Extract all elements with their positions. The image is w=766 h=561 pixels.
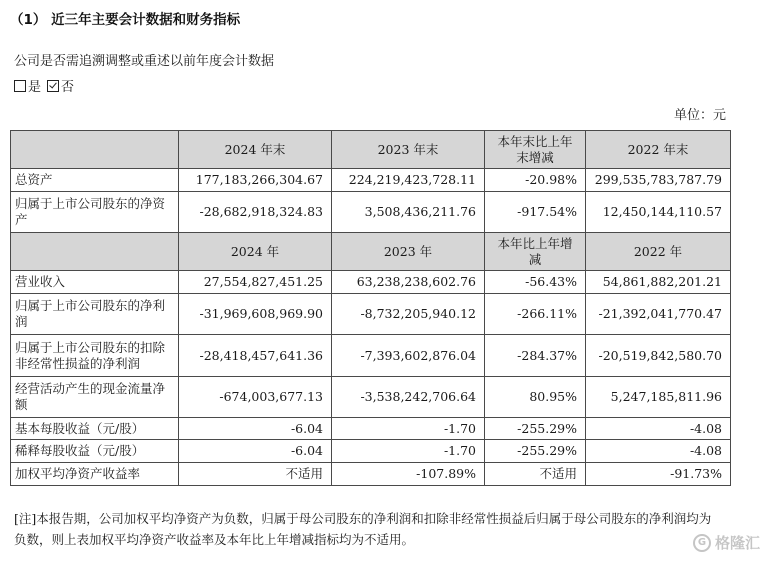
row-label: 基本每股收益（元/股）	[11, 418, 179, 440]
header-cell: 2023 年末	[332, 131, 485, 169]
table-cell: 27,554,827,451.25	[179, 271, 332, 294]
table-cell: -20,519,842,580.70	[586, 335, 731, 377]
row-label: 经营活动产生的现金流量净额	[11, 377, 179, 418]
header-cell: 2023 年	[332, 233, 485, 271]
table-cell: 3,508,436,211.76	[332, 192, 485, 233]
table-row	[11, 377, 731, 418]
table-cell: -107.89%	[332, 463, 485, 486]
table-row	[11, 294, 731, 335]
table-cell: -6.04	[179, 440, 332, 463]
table-row	[11, 440, 731, 463]
row-label: 归属于上市公司股东的净利润	[11, 294, 179, 335]
table-cell: -255.29%	[485, 440, 586, 463]
table-cell: 80.95%	[485, 377, 586, 418]
table-cell: 5,247,185,811.96	[586, 377, 731, 418]
table-cell: -20.98%	[485, 169, 586, 192]
row-label: 加权平均净资产收益率	[11, 463, 179, 486]
checkbox-no-checked-icon[interactable]	[47, 80, 59, 92]
table-cell: -21,392,041,770.47	[586, 294, 731, 335]
table-cell: -91.73%	[586, 463, 731, 486]
unit-label: 单位：元	[673, 108, 726, 123]
header-cell: 本年比上年增减	[485, 233, 586, 271]
table-cell: 63,238,238,602.76	[332, 271, 485, 294]
table-row	[11, 271, 731, 294]
table-cell: -28,418,457,641.36	[179, 335, 332, 377]
table-cell: -917.54%	[485, 192, 586, 233]
table-row	[11, 192, 731, 233]
table-row	[11, 335, 731, 377]
table-cell: -674,003,677.13	[179, 377, 332, 418]
option-no-label: 否	[61, 80, 75, 95]
table-cell: 不适用	[179, 463, 332, 486]
table-cell: -8,732,205,940.12	[332, 294, 485, 335]
header-cell: 2024 年末	[179, 131, 332, 169]
table-cell: -266.11%	[485, 294, 586, 335]
row-label: 归属于上市公司股东的扣除非经常性损益的净利润	[11, 335, 179, 377]
table-cell: -3,538,242,706.64	[332, 377, 485, 418]
restatement-options	[14, 76, 80, 95]
option-yes[interactable]	[14, 76, 41, 95]
table-cell: -56.43%	[485, 271, 586, 294]
table-cell: 54,861,882,201.21	[586, 271, 731, 294]
header-cell	[11, 233, 179, 271]
restatement-question: 公司是否需追溯调整或重述以前年度会计数据	[14, 54, 275, 69]
header-cell: 2022 年末	[586, 131, 731, 169]
table-cell: 12,450,144,110.57	[586, 192, 731, 233]
financial-data-table	[10, 130, 731, 486]
table-cell: -284.37%	[485, 335, 586, 377]
checkbox-yes-icon[interactable]	[14, 80, 26, 92]
table-header-row-balance	[11, 131, 731, 169]
table-cell: -28,682,918,324.83	[179, 192, 332, 233]
row-label: 总资产	[11, 169, 179, 192]
table-cell: 177,183,266,304.67	[179, 169, 332, 192]
table-cell: -4.08	[586, 418, 731, 440]
watermark-text: 格隆汇	[714, 534, 760, 552]
table-cell: 不适用	[485, 463, 586, 486]
table-row	[11, 463, 731, 486]
table-header-row-income	[11, 233, 731, 271]
table-cell: 299,535,783,787.79	[586, 169, 731, 192]
table-cell: -1.70	[332, 418, 485, 440]
watermark-logo	[693, 532, 760, 553]
table-cell: -255.29%	[485, 418, 586, 440]
table-cell: -7,393,602,876.04	[332, 335, 485, 377]
table-cell: -31,969,608,969.90	[179, 294, 332, 335]
footnote: [注]本报告期，公司加权平均净资产为负数，归属于母公司股东的净利润和扣除非经常性损益后归属于母公司股东的净利润均为负数，则上表加权平均净资产收益率及本年比上年增减指标均为不适用。	[14, 511, 712, 547]
header-cell	[11, 131, 179, 169]
table-row	[11, 418, 731, 440]
row-label: 归属于上市公司股东的净资产	[11, 192, 179, 233]
table-cell: -4.08	[586, 440, 731, 463]
section-title: （1） 近三年主要会计数据和财务指标	[10, 12, 241, 28]
option-yes-label: 是	[28, 80, 42, 95]
row-label: 营业收入	[11, 271, 179, 294]
header-cell: 2022 年	[586, 233, 731, 271]
table-cell: 224,219,423,728.11	[332, 169, 485, 192]
option-no[interactable]	[47, 76, 74, 95]
table-cell: -1.70	[332, 440, 485, 463]
table-row	[11, 169, 731, 192]
watermark-icon: G	[693, 534, 711, 552]
table-cell: -6.04	[179, 418, 332, 440]
header-cell: 本年末比上年末增减	[485, 131, 586, 169]
row-label: 稀释每股收益（元/股）	[11, 440, 179, 463]
header-cell: 2024 年	[179, 233, 332, 271]
